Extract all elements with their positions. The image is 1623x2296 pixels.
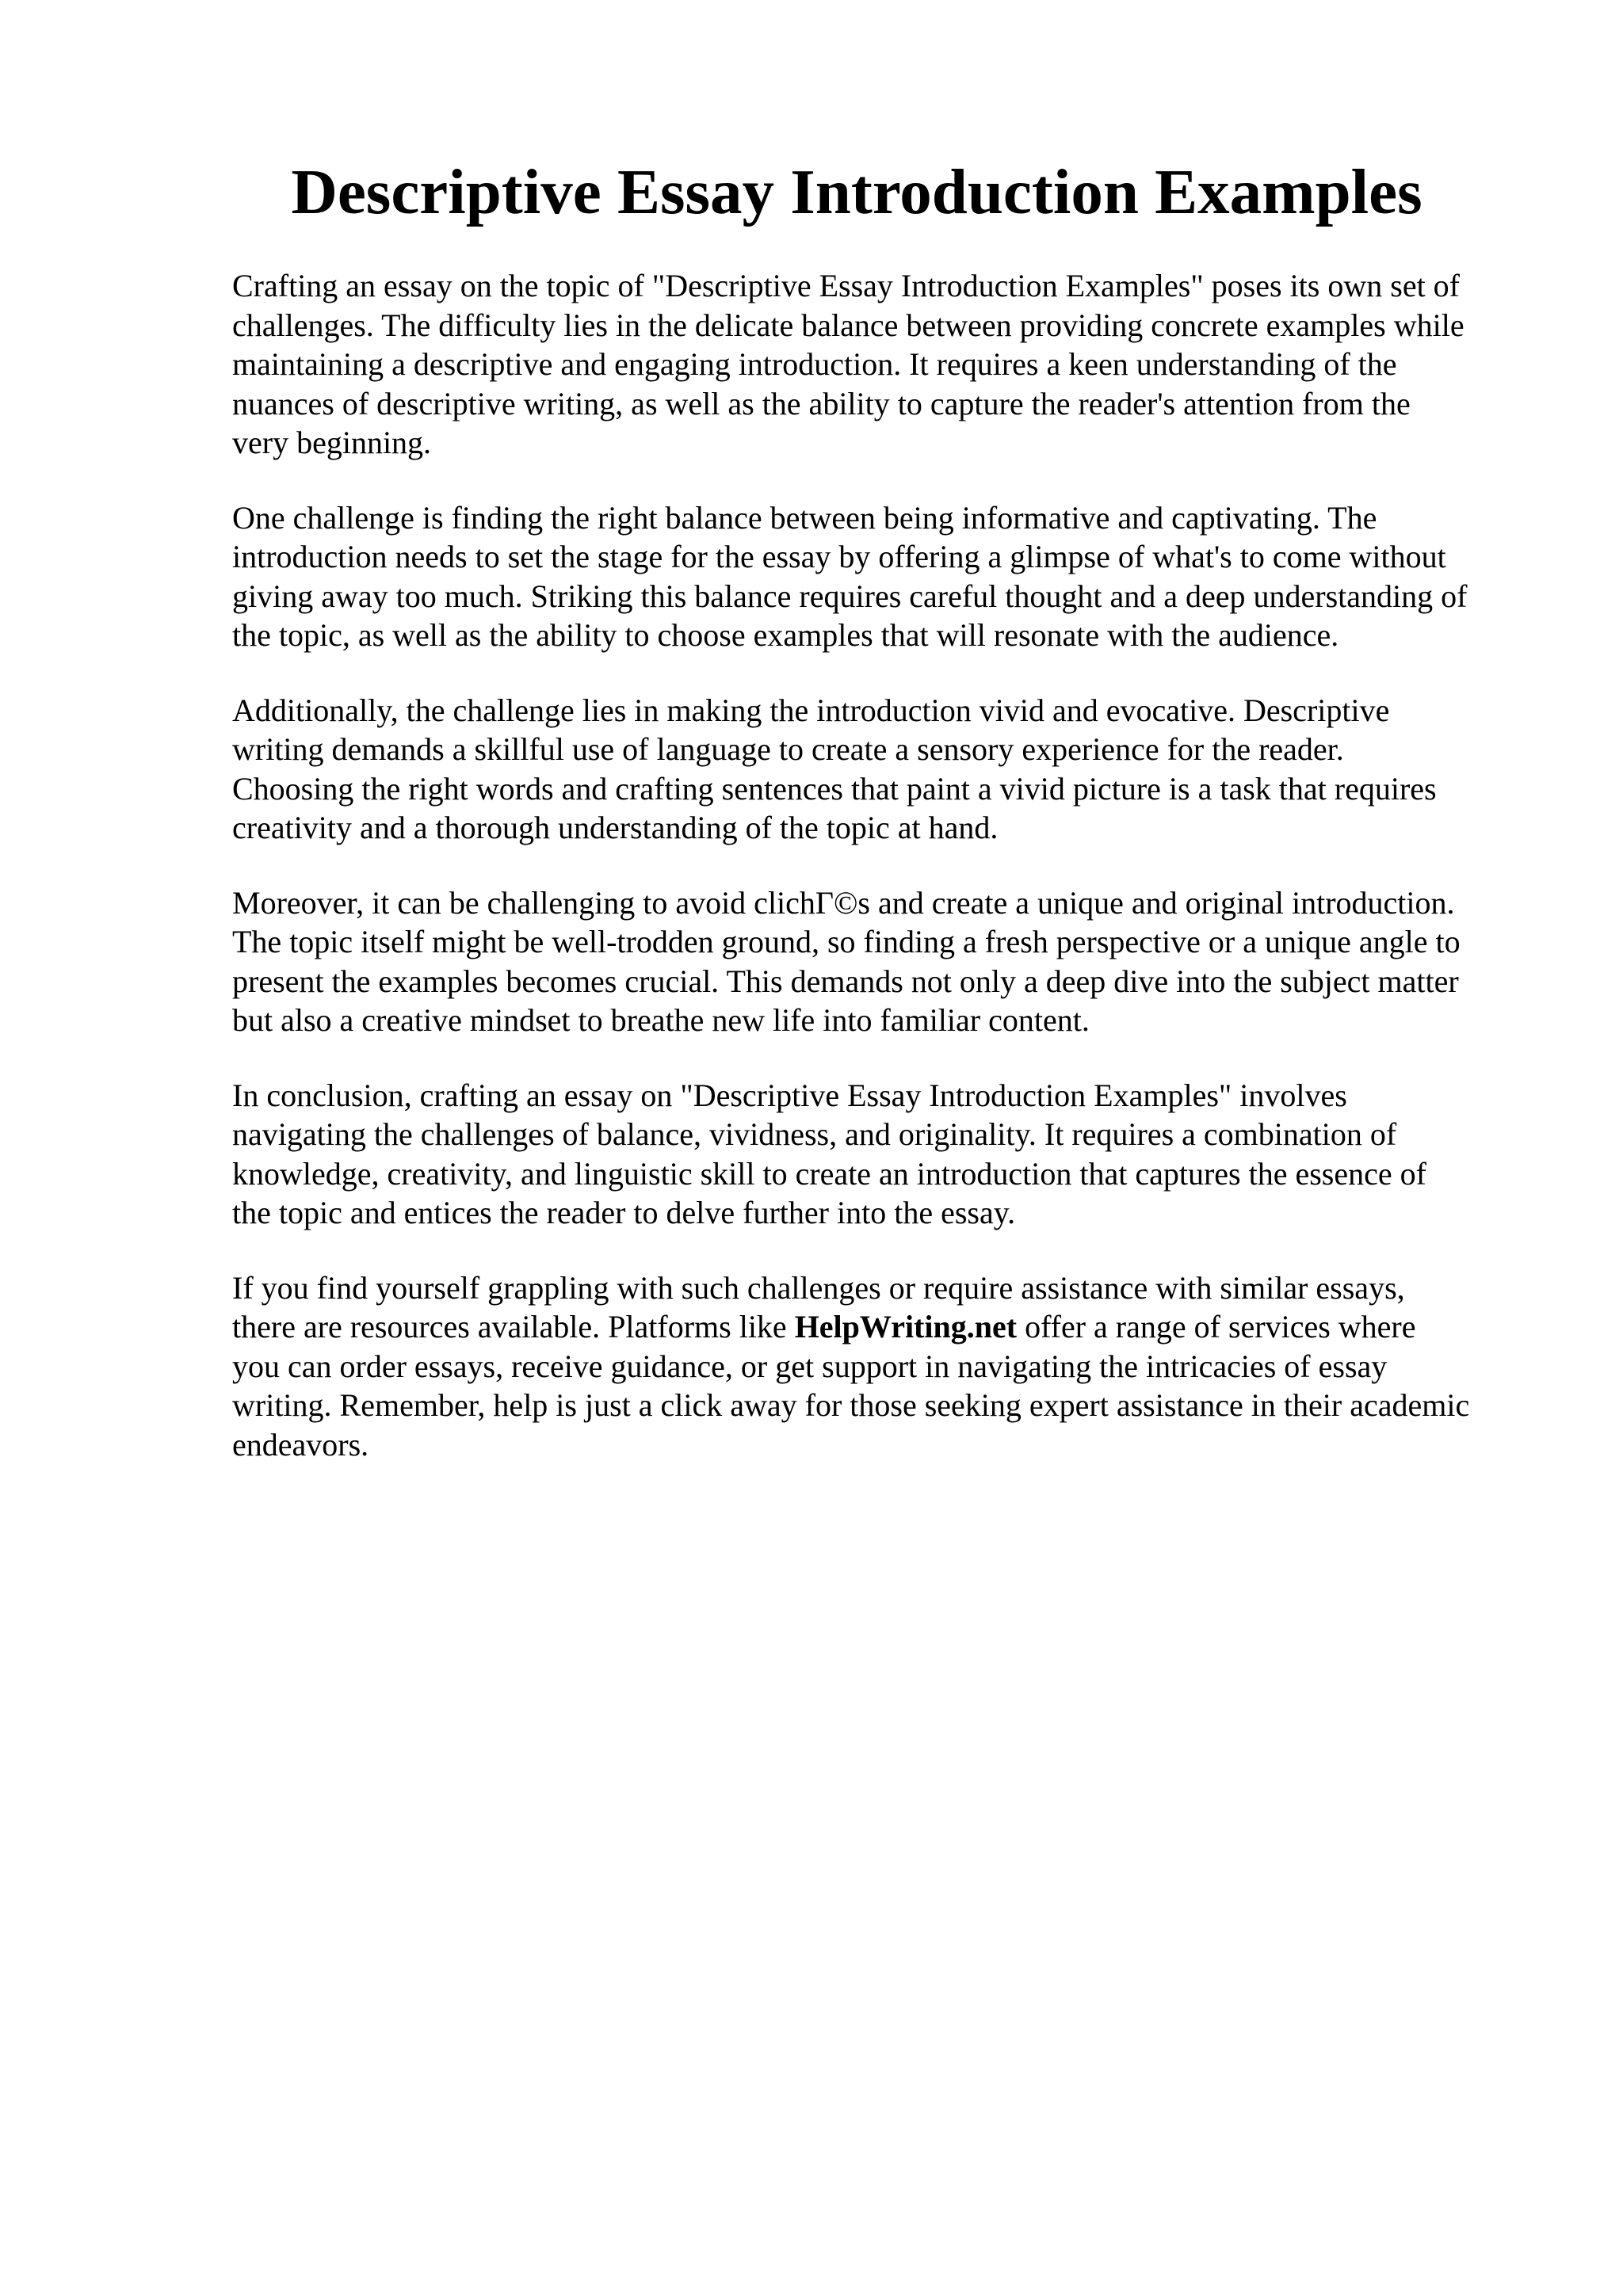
text-line: navigating the challenges of balance, vividness, and originality. It requires a combination of bbox=[232, 1116, 1397, 1152]
text-line: The topic itself might be well-trodden ground, so finding a fresh perspective or a unique angle to bbox=[232, 924, 1461, 959]
paragraph-3 bbox=[232, 691, 1532, 848]
document-title: Descriptive Essay Introduction Examples bbox=[291, 156, 1423, 227]
text-line: writing. Remember, help is just a click away for those seeking expert assistance in their academic bbox=[232, 1387, 1470, 1423]
text-after-link: offer a range of services where bbox=[1017, 1309, 1416, 1344]
text-line: endeavors. bbox=[232, 1426, 369, 1463]
text-line: nuances of descriptive writing, as well as the ability to capture the reader's attention from the bbox=[232, 385, 1411, 421]
paragraph-2 bbox=[232, 498, 1532, 655]
text-line: maintaining a descriptive and engaging introduction. It requires a keen understanding of the bbox=[232, 346, 1397, 382]
text-line: creativity and a thorough understanding of the topic at hand. bbox=[232, 810, 999, 845]
paragraph-1 bbox=[232, 266, 1532, 463]
text-line: Moreover, it can be challenging to avoid clichГ©s and create a unique and original introduction. bbox=[232, 884, 1455, 921]
text-line: Choosing the right words and crafting sentences that paint a vivid picture is a task that requires bbox=[232, 770, 1437, 807]
helpwriting-link[interactable]: HelpWriting.net bbox=[794, 1309, 1018, 1344]
text-line: In conclusion, crafting an essay on "Descriptive Essay Introduction Examples" involves bbox=[232, 1077, 1347, 1113]
text-line: the topic and entices the reader to delve further into the essay. bbox=[232, 1195, 1016, 1230]
text-line: but also a creative mindset to breathe new life into familiar content. bbox=[232, 1002, 1090, 1038]
text-line: you can order essays, receive guidance, or get support in navigating the intricacies of essay bbox=[232, 1348, 1388, 1384]
text-line: the topic, as well as the ability to choose examples that will resonate with the audience. bbox=[232, 617, 1339, 653]
text-line-with-link bbox=[232, 1307, 1532, 1347]
text-line: knowledge, creativity, and linguistic skill to create an introduction that captures the essence of bbox=[232, 1155, 1426, 1192]
text-line: very beginning. bbox=[232, 425, 432, 460]
paragraph-6 bbox=[232, 1268, 1532, 1465]
text-line: challenges. The difficulty lies in the delicate balance between providing concrete examples while bbox=[232, 307, 1465, 343]
text-line: Crafting an essay on the topic of "Descriptive Essay Introduction Examples" poses its own set of bbox=[232, 268, 1461, 303]
text-before-link: there are resources available. Platforms like bbox=[232, 1309, 795, 1344]
text-line: introduction needs to set the stage for the essay by offering a glimpse of what's to come without bbox=[232, 539, 1446, 574]
text-line: writing demands a skillful use of language to create a sensory experience for the reader. bbox=[232, 731, 1344, 767]
document-body bbox=[232, 266, 1532, 1500]
text-line: One challenge is finding the right balance between being informative and captivating. The bbox=[232, 499, 1377, 536]
text-line: If you find yourself grappling with such challenges or require assistance with similar essays, bbox=[232, 1269, 1405, 1306]
text-line: present the examples becomes crucial. This demands not only a deep dive into the subject matter bbox=[232, 963, 1459, 999]
text-line: giving away too much. Striking this balance requires careful thought and a deep understanding of bbox=[232, 578, 1468, 614]
paragraph-5 bbox=[232, 1076, 1532, 1233]
text-line: Additionally, the challenge lies in making the introduction vivid and evocative. Descriptive bbox=[232, 692, 1390, 728]
paragraph-4 bbox=[232, 883, 1532, 1040]
